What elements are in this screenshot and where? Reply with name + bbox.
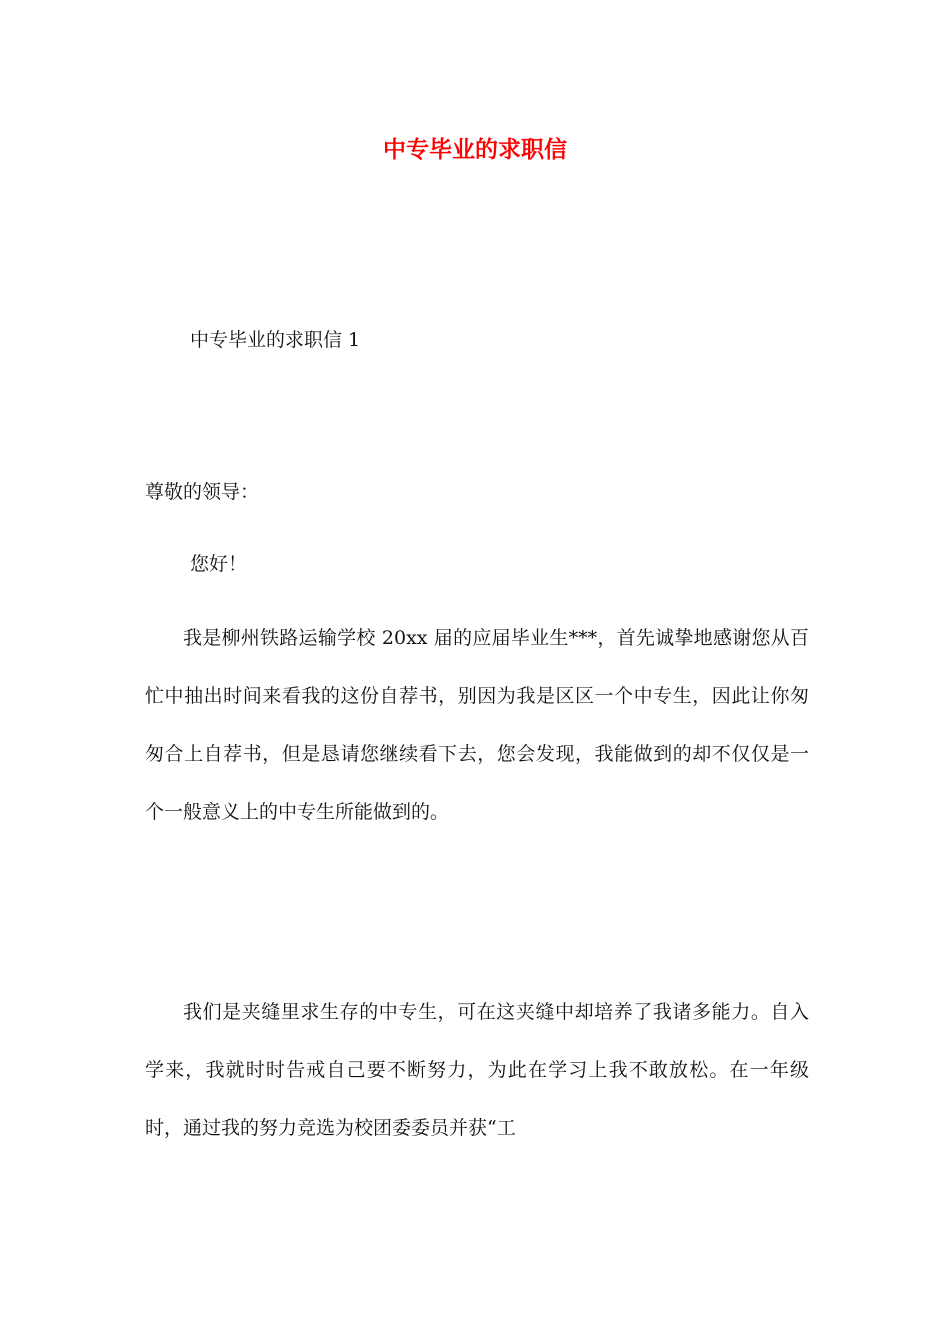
paragraph-2: 我们是夹缝里求生存的中专生，可在这夹缝中却培养了我诸多能力。自入学来，我就时时告戒自己要不断努力，为此在学习上我不敢放松。在一年级时，通过我的努力竞选为校团委委员并获“工 <box>145 1001 809 1139</box>
greeting: 您好！ <box>190 553 248 575</box>
paragraph-1: 我是柳州铁路运输学校 20xx 届的应届毕业生***，首先诚挚地感谢您从百忙中抽出时间来看我的这份自荐书，别因为我是区区一个中专生，因此让你匆匆合上自荐书，但是恳请您继续看下去，您会发现，我能做到的却不仅仅是一个一般意义上的中专生所能做到的。 <box>145 627 809 823</box>
section-heading: 中专毕业的求职信 1 <box>190 329 361 351</box>
document-title: 中专毕业的求职信 <box>383 137 567 163</box>
salutation: 尊敬的领导： <box>145 481 260 503</box>
